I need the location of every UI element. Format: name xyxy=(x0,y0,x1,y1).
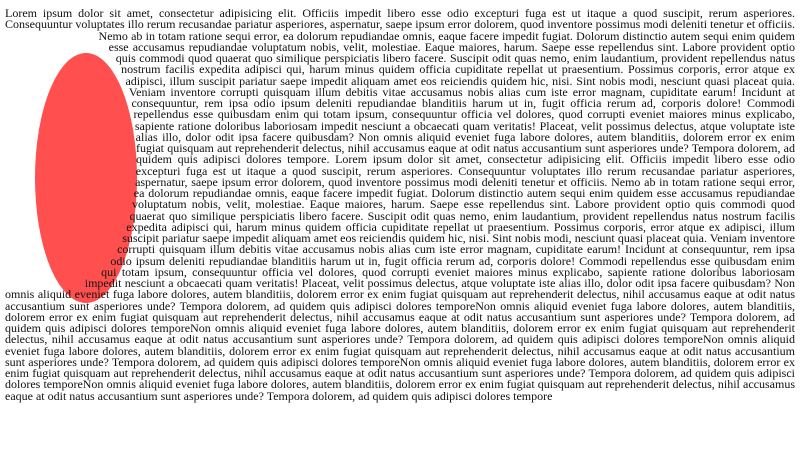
body-paragraph: Lorem ipsum dolor sit amet, consectetur adipisicing elit. Officiis impedit libero esse odio excepturi fuga est ut itaque a quod suscipit, rerum asperiores. Consequuntur voluptates illo rerum recusandae pariatur asperiores, aspernatur, saepe ipsum error dolorem, quod inventore possimus modi deleniti tenetur et officiis. Nemo ab in totam ratione sequi error, ea dolorum repudiandae omnis, eaque facere impedit fugiat. Dolorum distinctio autem sequi enim quidem esse accusamus repudiandae voluptatum nobis, velit, molestiae. Eaque maiores, harum. Saepe esse repellendus sint. Labore provident optio quis commodi quod quaerat quo similique perspiciatis libero facere. Suscipit odit quas nemo, enim laudantium, provident repellendus natus nostrum facilis expedita adipisci qui, harum minus quidem officia cupiditate repellat ut praesentium. Possimus corporis, error atque ex adipisci, illum suscipit pariatur saepe impedit aliquam amet eos reiciendis quidem hic, nisi. Sint nobis modi, nesciunt quasi placeat quia. Veniam inventore corrupti quisquam illum debitis vitae accusamus nobis alias cum iste error magnam, cupiditate earum! Incidunt at consequuntur, rem ipsa odio ipsum deleniti repudiandae blanditiis harum ut in, fugit officia rerum ad, corporis dolore! Commodi repellendus esse quibusdam enim qui totam ipsum, consequuntur officia vel dolores, quod corrupti eveniet maiores minus explicabo, sapiente ratione doloribus laboriosam impedit nesciunt a obcaecati quam veritatis! Placeat, velit possimus delectus, atque voluptate iste alias illo, dolor odit ipsa facere quibusdam? Non omnis aliquid eveniet fuga labore dolores, autem blanditiis, dolorem error ex enim fugiat quisquam aut reprehenderit delectus, nihil accusamus eaque at odit natus accusantium sunt asperiores unde? Tempora dolorem, ad quidem quis adipisci dolores tempore. Lorem ipsum dolor sit amet, consectetur adipisicing elit. Officiis impedit libero esse odio excepturi fuga est ut itaque a quod suscipit, rerum asperiores. Consequuntur voluptates illo rerum recusandae pariatur asperiores, aspernatur, saepe ipsum error dolorem, quod inventore possimus modi deleniti tenetur et officiis. Nemo ab in totam ratione sequi error, ea dolorum repudiandae omnis, eaque facere impedit fugiat. Dolorum distinctio autem sequi enim quidem esse accusamus repudiandae voluptatum nobis, velit, molestiae. Eaque maiores, harum. Saepe esse repellendus sint. Labore provident optio quis commodi quod quaerat quo similique perspiciatis libero facere. Suscipit odit quas nemo, enim laudantium, provident repellendus natus nostrum facilis expedita adipisci qui, harum minus quidem officia cupiditate repellat ut praesentium. Possimus corporis, error atque ex adipisci, illum suscipit pariatur saepe impedit aliquam amet eos reiciendis quidem hic, nisi. Sint nobis modi, nesciunt quasi placeat quia. Veniam inventore corrupti quisquam illum debitis vitae accusamus nobis alias cum iste error magnam, cupiditate earum! Incidunt at consequuntur, rem ipsa odio ipsum deleniti repudiandae blanditiis harum ut in, fugit officia rerum ad, corporis dolore! Commodi repellendus esse quibusdam enim qui totam ipsum, consequuntur officia vel dolores, quod corrupti eveniet maiores minus explicabo, sapiente ratione doloribus laboriosam impedit nesciunt a obcaecati quam veritatis! Placeat, velit possimus delectus, atque voluptate iste alias illo, dolor odit ipsa facere quibusdam? Non omnis aliquid eveniet fuga labore dolores, autem blanditiis, dolorem error ex enim fugiat quisquam aut reprehenderit delectus, nihil accusamus eaque at odit natus accusantium sunt asperiores unde? Tempora dolorem, ad quidem quis adipisci dolores temporeNon omnis aliquid eveniet fuga labore dolores, autem blanditiis, dolorem error ex enim fugiat quisquam aut reprehenderit delectus, nihil accusamus eaque at odit natus accusantium sunt asperiores unde? Tempora dolorem, ad quidem quis adipisci dolores temporeNon omnis aliquid eveniet fuga labore dolores, autem blanditiis, dolorem error ex enim fugiat quisquam aut reprehenderit delectus, nihil accusamus eaque at odit natus accusantium sunt asperiores unde? Tempora dolorem, ad quidem quis adipisci dolores temporeNon omnis aliquid eveniet fuga labore dolores, autem blanditiis, dolorem error ex enim fugiat quisquam aut reprehenderit delectus, nihil accusamus eaque at odit natus accusantium sunt asperiores unde? Tempora dolorem, ad quidem quis adipisci dolores temporeNon omnis aliquid eveniet fuga labore dolores, autem blanditiis, dolorem error ex enim fugiat quisquam aut reprehenderit delectus, nihil accusamus eaque at odit natus accusantium sunt asperiores unde? Tempora dolorem, ad quidem quis adipisci dolores temporeNon omnis aliquid eveniet fuga labore dolores, autem blanditiis, dolorem error ex enim fugiat quisquam aut reprehenderit delectus, nihil accusamus eaque at odit natus accusantium sunt asperiores unde? Tempora dolorem, ad quidem quis adipisci dolores tempore xyxy=(5,6,795,403)
document-page xyxy=(5,8,795,448)
